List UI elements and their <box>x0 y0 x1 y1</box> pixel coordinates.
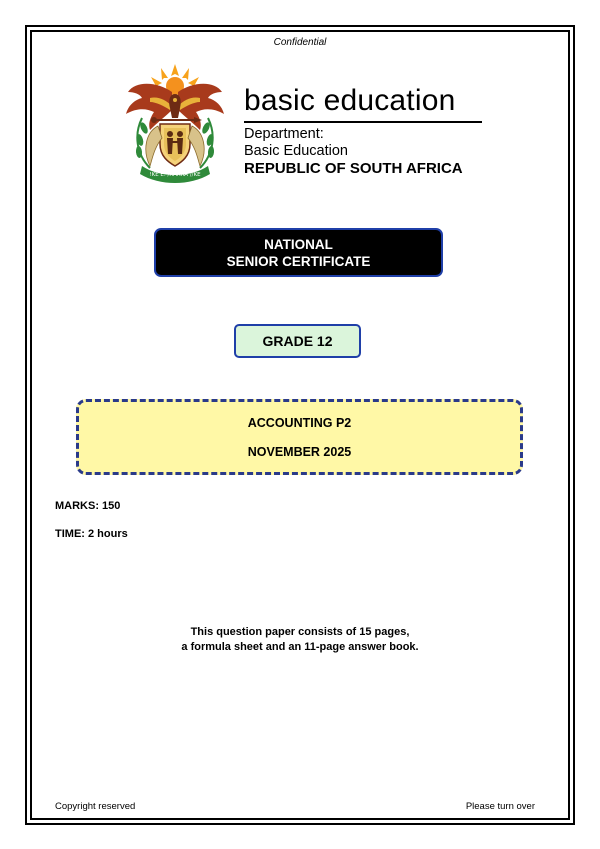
certificate-line-1: NATIONAL <box>264 236 333 252</box>
brand-title: basic education <box>244 84 456 117</box>
certificate-banner <box>154 228 443 277</box>
brand-underline <box>244 121 482 123</box>
certificate-line-2: SENIOR CERTIFICATE <box>226 253 371 269</box>
time-label: TIME: 2 hours <box>55 528 128 540</box>
copyright-label: Copyright reserved <box>55 801 136 812</box>
subject-name: ACCOUNTING P2 <box>247 416 352 430</box>
turn-over-label: Please turn over <box>465 801 535 812</box>
department-label: Department: <box>244 126 324 142</box>
country-name: REPUBLIC OF SOUTH AFRICA <box>244 160 463 177</box>
grade-badge: GRADE 12 <box>234 324 361 358</box>
exam-session: NOVEMBER 2025 <box>247 445 352 459</box>
marks-label: MARKS: 150 <box>55 500 121 512</box>
paper-note-line-2: a formula sheet and an 11-page answer book. <box>181 641 419 653</box>
crest-motto: !KE E: /XARRA //KE <box>149 172 201 178</box>
subject-banner <box>76 399 523 475</box>
department-name: Basic Education <box>244 143 348 159</box>
paper-note-line-1: This question paper consists of 15 pages, <box>190 626 410 638</box>
confidential-label: Confidential <box>273 37 327 48</box>
coat-of-arms-icon <box>120 62 230 184</box>
